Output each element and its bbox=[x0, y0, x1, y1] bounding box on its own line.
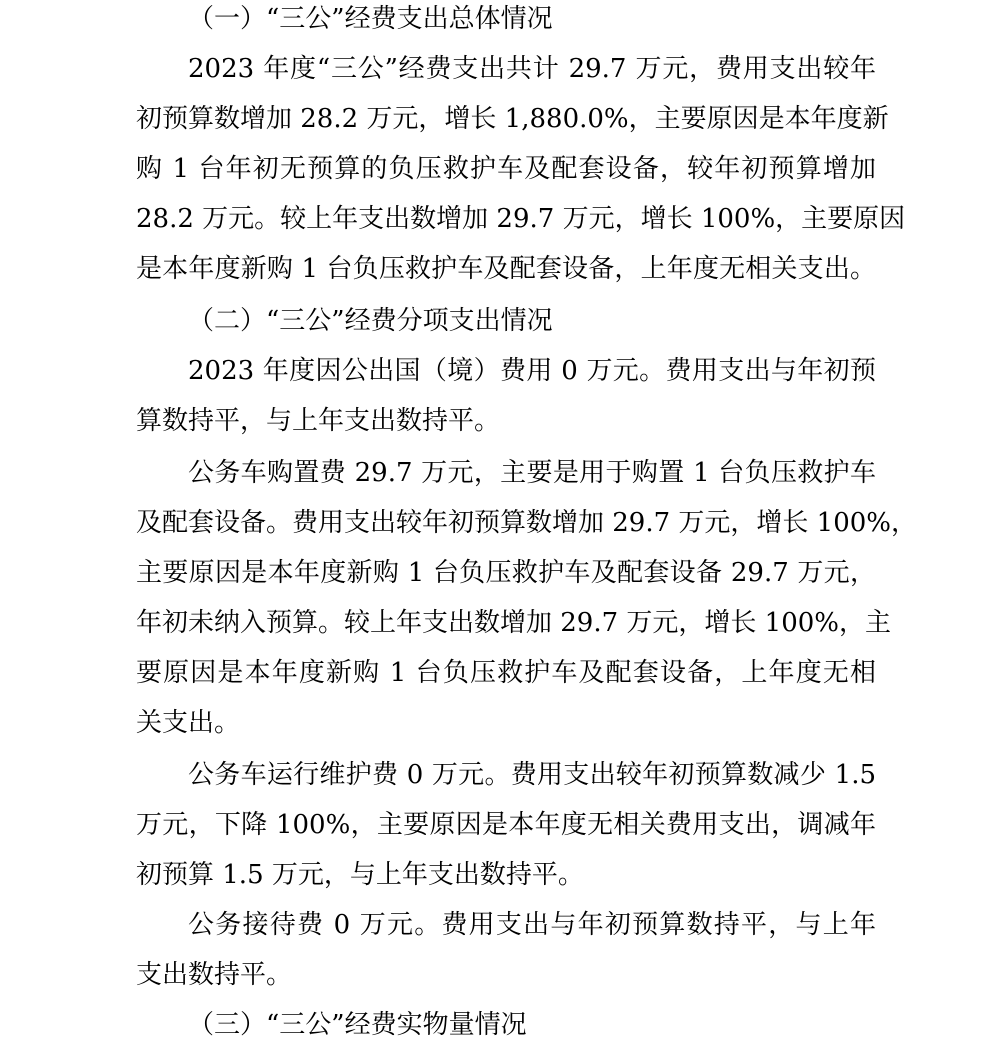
paragraph-line: 公务车运行维护费 0 万元。费用支出较年初预算数减少 1.5 bbox=[188, 760, 876, 790]
paragraph-line: 支出数持平。 bbox=[136, 960, 293, 990]
section-heading-overall: （一）“三公”经费支出总体情况 bbox=[188, 4, 553, 34]
paragraph-line: 初预算 1.5 万元，与上年支出数持平。 bbox=[136, 860, 584, 890]
paragraph-line: 要原因是本年度新购 1 台负压救护车及配套设备，上年度无相 bbox=[136, 658, 876, 688]
paragraph-line: 及配套设备。费用支出较年初预算数增加 29.7 万元，增长 100%， bbox=[136, 508, 918, 538]
paragraph-line: 公务车购置费 29.7 万元，主要是用于购置 1 台负压救护车 bbox=[188, 458, 876, 488]
paragraph-line: 2023 年度因公出国（境）费用 0 万元。费用支出与年初预 bbox=[188, 356, 876, 386]
paragraph-line: 2023 年度“三公”经费支出共计 29.7 万元，费用支出较年 bbox=[188, 54, 876, 84]
paragraph-line: 初预算数增加 28.2 万元，增长 1,880.0%，主要原因是本年度新 bbox=[136, 104, 889, 134]
paragraph-line: 万元，下降 100%，主要原因是本年度无相关费用支出，调减年 bbox=[136, 810, 876, 840]
paragraph-line: 购 1 台年初无预算的负压救护车及配套设备，较年初预算增加 bbox=[136, 154, 876, 184]
paragraph-line: 公务接待费 0 万元。费用支出与年初预算数持平，与上年 bbox=[188, 910, 876, 940]
paragraph-line: 年初未纳入预算。较上年支出数增加 29.7 万元，增长 100%，主 bbox=[136, 608, 892, 638]
paragraph-line: 是本年度新购 1 台负压救护车及配套设备，上年度无相关支出。 bbox=[136, 254, 876, 284]
section-heading-physical: （三）“三公”经费实物量情况 bbox=[188, 1010, 527, 1040]
paragraph-line: 主要原因是本年度新购 1 台负压救护车及配套设备 29.7 万元， bbox=[136, 558, 876, 588]
paragraph-line: 算数持平，与上年支出数持平。 bbox=[136, 406, 501, 436]
paragraph-line: 28.2 万元。较上年支出数增加 29.7 万元，增长 100%，主要原因 bbox=[136, 204, 906, 234]
paragraph-line: 关支出。 bbox=[136, 708, 241, 738]
section-heading-itemized: （二）“三公”经费分项支出情况 bbox=[188, 306, 553, 336]
